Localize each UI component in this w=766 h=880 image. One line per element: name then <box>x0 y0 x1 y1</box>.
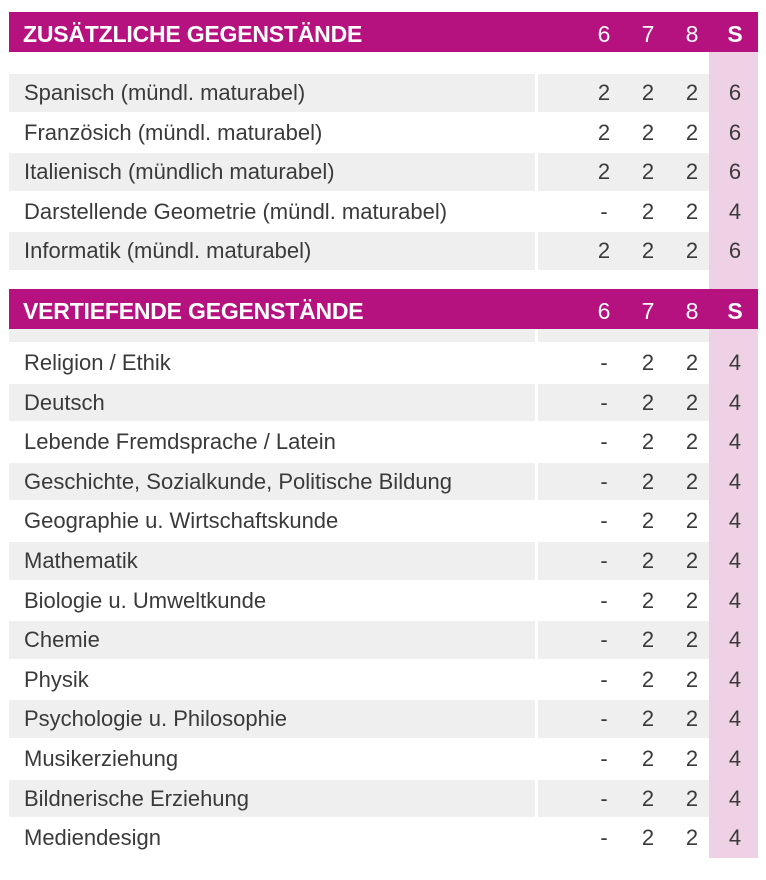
table-row <box>9 152 758 192</box>
section-body <box>9 52 758 289</box>
hours-sum: 4 <box>728 547 742 573</box>
hours-grade-7: 2 <box>641 389 655 415</box>
subject-label: Psychologie u. Philosophie <box>24 706 287 732</box>
column-header-7: 7 <box>641 21 655 47</box>
table-row <box>9 383 758 423</box>
hours-grade-8: 2 <box>685 159 699 185</box>
hours-grade-7: 2 <box>641 80 655 105</box>
hours-grade-8: 2 <box>685 468 699 494</box>
section-advanced-subjects <box>9 289 758 858</box>
section-additional-subjects <box>9 12 758 289</box>
hours-sum: 4 <box>728 198 742 224</box>
column-header-7: 7 <box>641 297 655 324</box>
hours-grade-7: 2 <box>641 706 655 732</box>
section-title: ZUSÄTZLICHE GEGENSTÄNDE <box>23 21 363 47</box>
hours-sum: 4 <box>728 785 742 811</box>
hours-sum: 4 <box>728 508 742 534</box>
subject-label: Religion / Ethik <box>24 349 171 375</box>
hours-grade-6: - <box>600 706 608 732</box>
subject-label: Mediendesign <box>24 825 161 851</box>
hours-grade-8: 2 <box>685 825 699 851</box>
subject-label: Informatik (mündl. maturabel) <box>24 238 312 264</box>
table-row <box>9 73 758 113</box>
subject-label: Italienisch (mündlich maturabel) <box>24 159 335 185</box>
hours-grade-6: - <box>600 508 608 534</box>
hours-grade-6: 2 <box>597 119 611 145</box>
table-row <box>9 699 758 739</box>
hours-grade-8: 2 <box>685 587 699 613</box>
hours-grade-6: - <box>600 587 608 613</box>
hours-sum: 6 <box>728 238 742 264</box>
hours-grade-8: 2 <box>685 508 699 534</box>
column-header-8: 8 <box>685 297 699 324</box>
subject-label: Biologie u. Umweltkunde <box>24 587 267 613</box>
hours-grade-7: 2 <box>641 159 655 185</box>
table-row <box>9 422 758 462</box>
hours-sum: 4 <box>728 587 742 613</box>
hours-grade-6: - <box>600 825 608 851</box>
hours-sum: 4 <box>728 745 742 771</box>
section-spacer <box>9 52 758 73</box>
hours-grade-8: 2 <box>685 785 699 811</box>
table-row <box>9 462 758 502</box>
hours-grade-6: - <box>600 547 608 573</box>
hours-sum: 6 <box>728 159 742 185</box>
table-row <box>9 231 758 271</box>
hours-sum: 4 <box>728 468 742 494</box>
subject-label: Spanisch (mündl. maturabel) <box>24 80 306 105</box>
subject-label: Französich (mündl. maturabel) <box>24 119 323 145</box>
hours-grade-6: - <box>600 666 608 692</box>
hours-grade-7: 2 <box>641 547 655 573</box>
hours-sum: 6 <box>728 80 742 105</box>
column-header-8: 8 <box>685 21 699 47</box>
hours-grade-6: - <box>600 349 608 375</box>
table-row <box>9 343 758 383</box>
hours-grade-7: 2 <box>641 119 655 145</box>
table-row <box>9 818 758 858</box>
column-header-sum: S <box>727 21 743 47</box>
hours-grade-8: 2 <box>685 389 699 415</box>
hours-grade-6: - <box>600 785 608 811</box>
section-gap <box>9 271 758 289</box>
table-row <box>9 660 758 700</box>
hours-grade-8: 2 <box>685 666 699 692</box>
hours-grade-8: 2 <box>685 349 699 375</box>
hours-grade-7: 2 <box>641 825 655 851</box>
table-row <box>9 541 758 581</box>
hours-grade-7: 2 <box>641 666 655 692</box>
hours-grade-8: 2 <box>685 745 699 771</box>
hours-grade-8: 2 <box>685 238 699 264</box>
section-body <box>9 329 758 858</box>
section-title: VERTIEFENDE GEGENSTÄNDE <box>23 297 364 324</box>
subject-label: Musikerziehung <box>24 745 179 771</box>
hours-grade-8: 2 <box>685 547 699 573</box>
hours-grade-7: 2 <box>641 238 655 264</box>
hours-sum: 4 <box>728 389 742 415</box>
column-header-6: 6 <box>597 21 611 47</box>
table-row <box>9 581 758 621</box>
table-row <box>9 620 758 660</box>
hours-sum: 4 <box>728 349 742 375</box>
section-spacer <box>9 329 758 343</box>
hours-sum: 6 <box>728 119 742 145</box>
hours-grade-8: 2 <box>685 198 699 224</box>
subject-label: Geschichte, Sozialkunde, Politische Bildung <box>24 468 453 494</box>
section-header <box>9 12 758 52</box>
hours-sum: 4 <box>728 706 742 732</box>
hours-sum: 4 <box>728 429 742 455</box>
subject-label: Physik <box>24 666 89 692</box>
hours-grade-6: - <box>600 468 608 494</box>
subject-label: Chemie <box>24 627 100 653</box>
hours-grade-7: 2 <box>641 785 655 811</box>
hours-grade-6: 2 <box>597 238 611 264</box>
column-header-6: 6 <box>597 297 611 324</box>
hours-grade-7: 2 <box>641 468 655 494</box>
table-row <box>9 192 758 232</box>
column-header-sum: S <box>727 297 743 324</box>
subject-label: Geographie u. Wirtschaftskunde <box>24 508 339 534</box>
hours-grade-7: 2 <box>641 349 655 375</box>
hours-sum: 4 <box>728 825 742 851</box>
table-row <box>9 779 758 819</box>
hours-grade-6: - <box>600 745 608 771</box>
subject-label: Darstellende Geometrie (mündl. maturabel) <box>24 198 448 224</box>
hours-grade-8: 2 <box>685 80 699 105</box>
hours-grade-8: 2 <box>685 706 699 732</box>
hours-grade-6: - <box>600 389 608 415</box>
hours-grade-7: 2 <box>641 508 655 534</box>
hours-grade-7: 2 <box>641 429 655 455</box>
hours-grade-6: - <box>600 627 608 653</box>
subject-label: Bildnerische Erziehung <box>24 785 250 811</box>
hours-grade-7: 2 <box>641 587 655 613</box>
hours-sum: 4 <box>728 666 742 692</box>
subject-label: Deutsch <box>24 389 105 415</box>
table-row <box>9 113 758 153</box>
subject-label: Lebende Fremdsprache / Latein <box>24 429 336 455</box>
hours-grade-6: - <box>600 429 608 455</box>
hours-grade-7: 2 <box>641 198 655 224</box>
hours-grade-6: 2 <box>597 159 611 185</box>
hours-sum: 4 <box>728 627 742 653</box>
hours-grade-7: 2 <box>641 627 655 653</box>
table-row <box>9 739 758 779</box>
subject-table <box>9 12 758 858</box>
hours-grade-6: 2 <box>597 80 611 105</box>
hours-grade-8: 2 <box>685 119 699 145</box>
hours-grade-6: - <box>600 198 608 224</box>
subject-label: Mathematik <box>24 547 138 573</box>
table-row <box>9 501 758 541</box>
hours-grade-8: 2 <box>685 627 699 653</box>
hours-grade-8: 2 <box>685 429 699 455</box>
hours-grade-7: 2 <box>641 745 655 771</box>
section-header <box>9 289 758 329</box>
